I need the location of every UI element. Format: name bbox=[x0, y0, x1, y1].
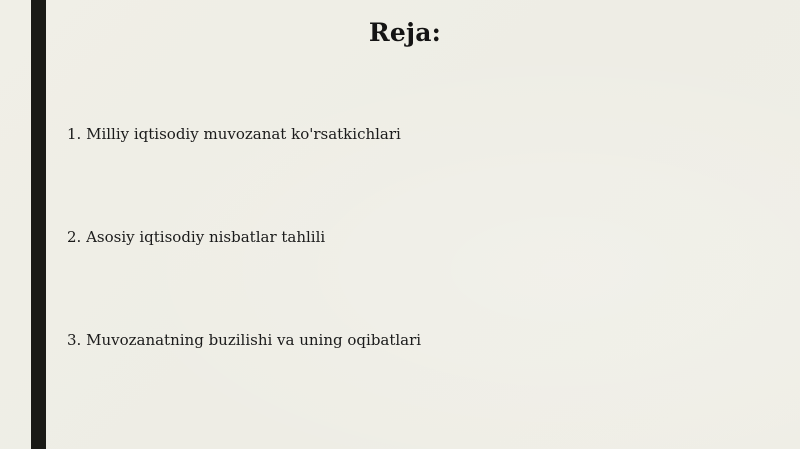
slide-title: Reja: bbox=[368, 18, 442, 47]
plan-item-3: 3. Muvozanatning buzilishi va uning oqibatlari bbox=[67, 331, 422, 349]
plan-item-1: 1. Milliy iqtisodiy muvozanat ko'rsatkichlari bbox=[67, 125, 401, 143]
accent-bar bbox=[31, 0, 46, 449]
plan-item-2: 2. Asosiy iqtisodiy nisbatlar tahlili bbox=[67, 228, 326, 246]
